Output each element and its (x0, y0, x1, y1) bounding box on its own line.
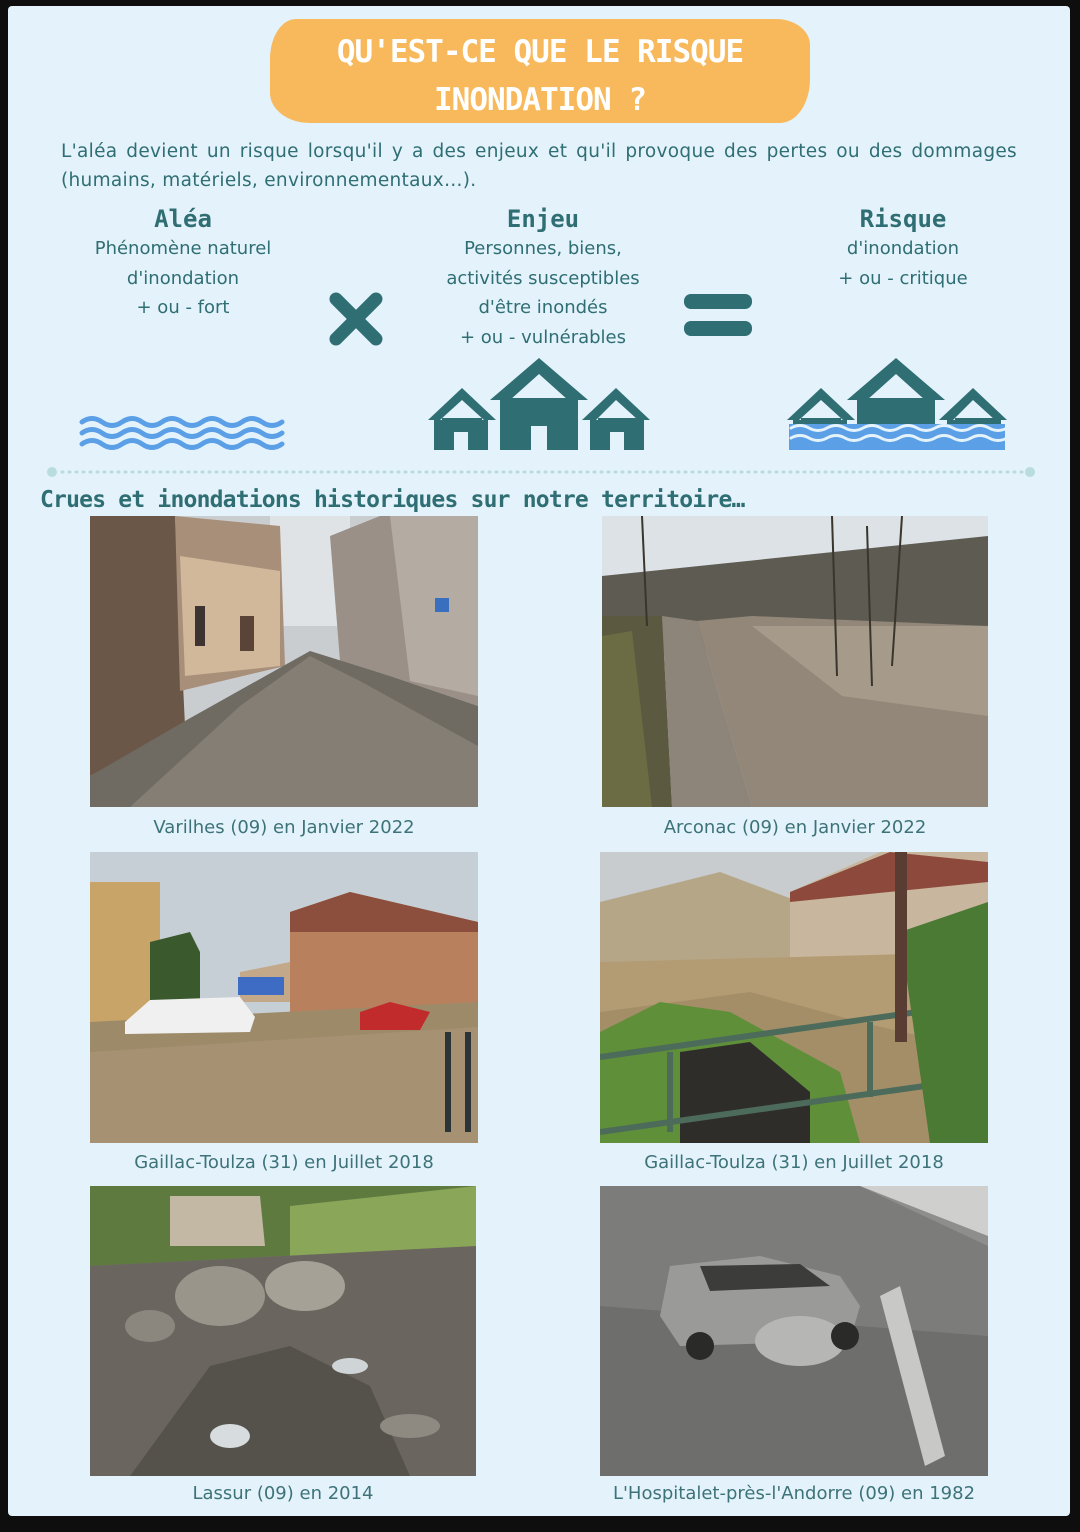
photo-caption: Lassur (09) en 2014 (192, 1483, 374, 1504)
alea-heading: Aléa (154, 205, 212, 233)
flooded-village-cars-photo (90, 852, 478, 1143)
photo-caption: L'Hospitalet-près-l'Andorre (09) en 1982 (612, 1483, 976, 1504)
flooded-houses-icon (785, 354, 1009, 450)
equals-icon (682, 292, 754, 340)
flooded-street-photo (90, 516, 478, 807)
alea-column (68, 204, 298, 323)
flooded-houses-railing-photo (600, 852, 988, 1143)
multiply-icon (326, 289, 386, 349)
enjeu-line: + ou - vulnérables (459, 326, 627, 348)
photo-caption: Gaillac-Toulza (31) en Juillet 2018 (134, 1152, 434, 1173)
poster-page (8, 6, 1070, 1516)
photo-caption: Varilhes (09) en Janvier 2022 (153, 817, 415, 838)
enjeu-line: d'être inondés (478, 297, 608, 318)
risque-line: + ou - critique (838, 267, 968, 289)
photo-caption: Gaillac-Toulza (31) en Juillet 2018 (644, 1152, 944, 1173)
enjeu-line: Personnes, biens, (464, 238, 622, 259)
risque-column (798, 204, 1008, 293)
alea-line: + ou - fort (136, 297, 230, 318)
risque-heading: Risque (859, 205, 947, 233)
houses-icon (426, 354, 652, 450)
mudslide-rocks-photo (90, 1186, 476, 1476)
intro-paragraph: L'aléa devient un risque lorsqu'il y a des enjeux et qu'il provoque des pertes ou des dommages (humains, matériels, environnementaux…). (61, 141, 1017, 191)
alea-line: d'inondation (126, 267, 240, 289)
alea-line: Phénomène naturel (94, 238, 272, 259)
risque-line: d'inondation (846, 238, 960, 259)
title-line-1: QU'EST-CE QUE LE RISQUE (336, 34, 744, 70)
flooded-river-path-photo (602, 516, 988, 807)
enjeu-column (418, 204, 668, 352)
title-line-2: INONDATION ? (434, 82, 646, 118)
photo-caption: Arconac (09) en Janvier 2022 (663, 817, 927, 838)
waves-icon (78, 414, 290, 450)
section-title: Crues et inondations historiques sur notre territoire… (40, 487, 745, 513)
enjeu-line: activités susceptibles (446, 267, 640, 289)
enjeu-heading: Enjeu (506, 205, 580, 233)
dotted-divider (46, 467, 1036, 477)
page-title (270, 28, 810, 124)
crushed-car-photo (600, 1186, 988, 1476)
